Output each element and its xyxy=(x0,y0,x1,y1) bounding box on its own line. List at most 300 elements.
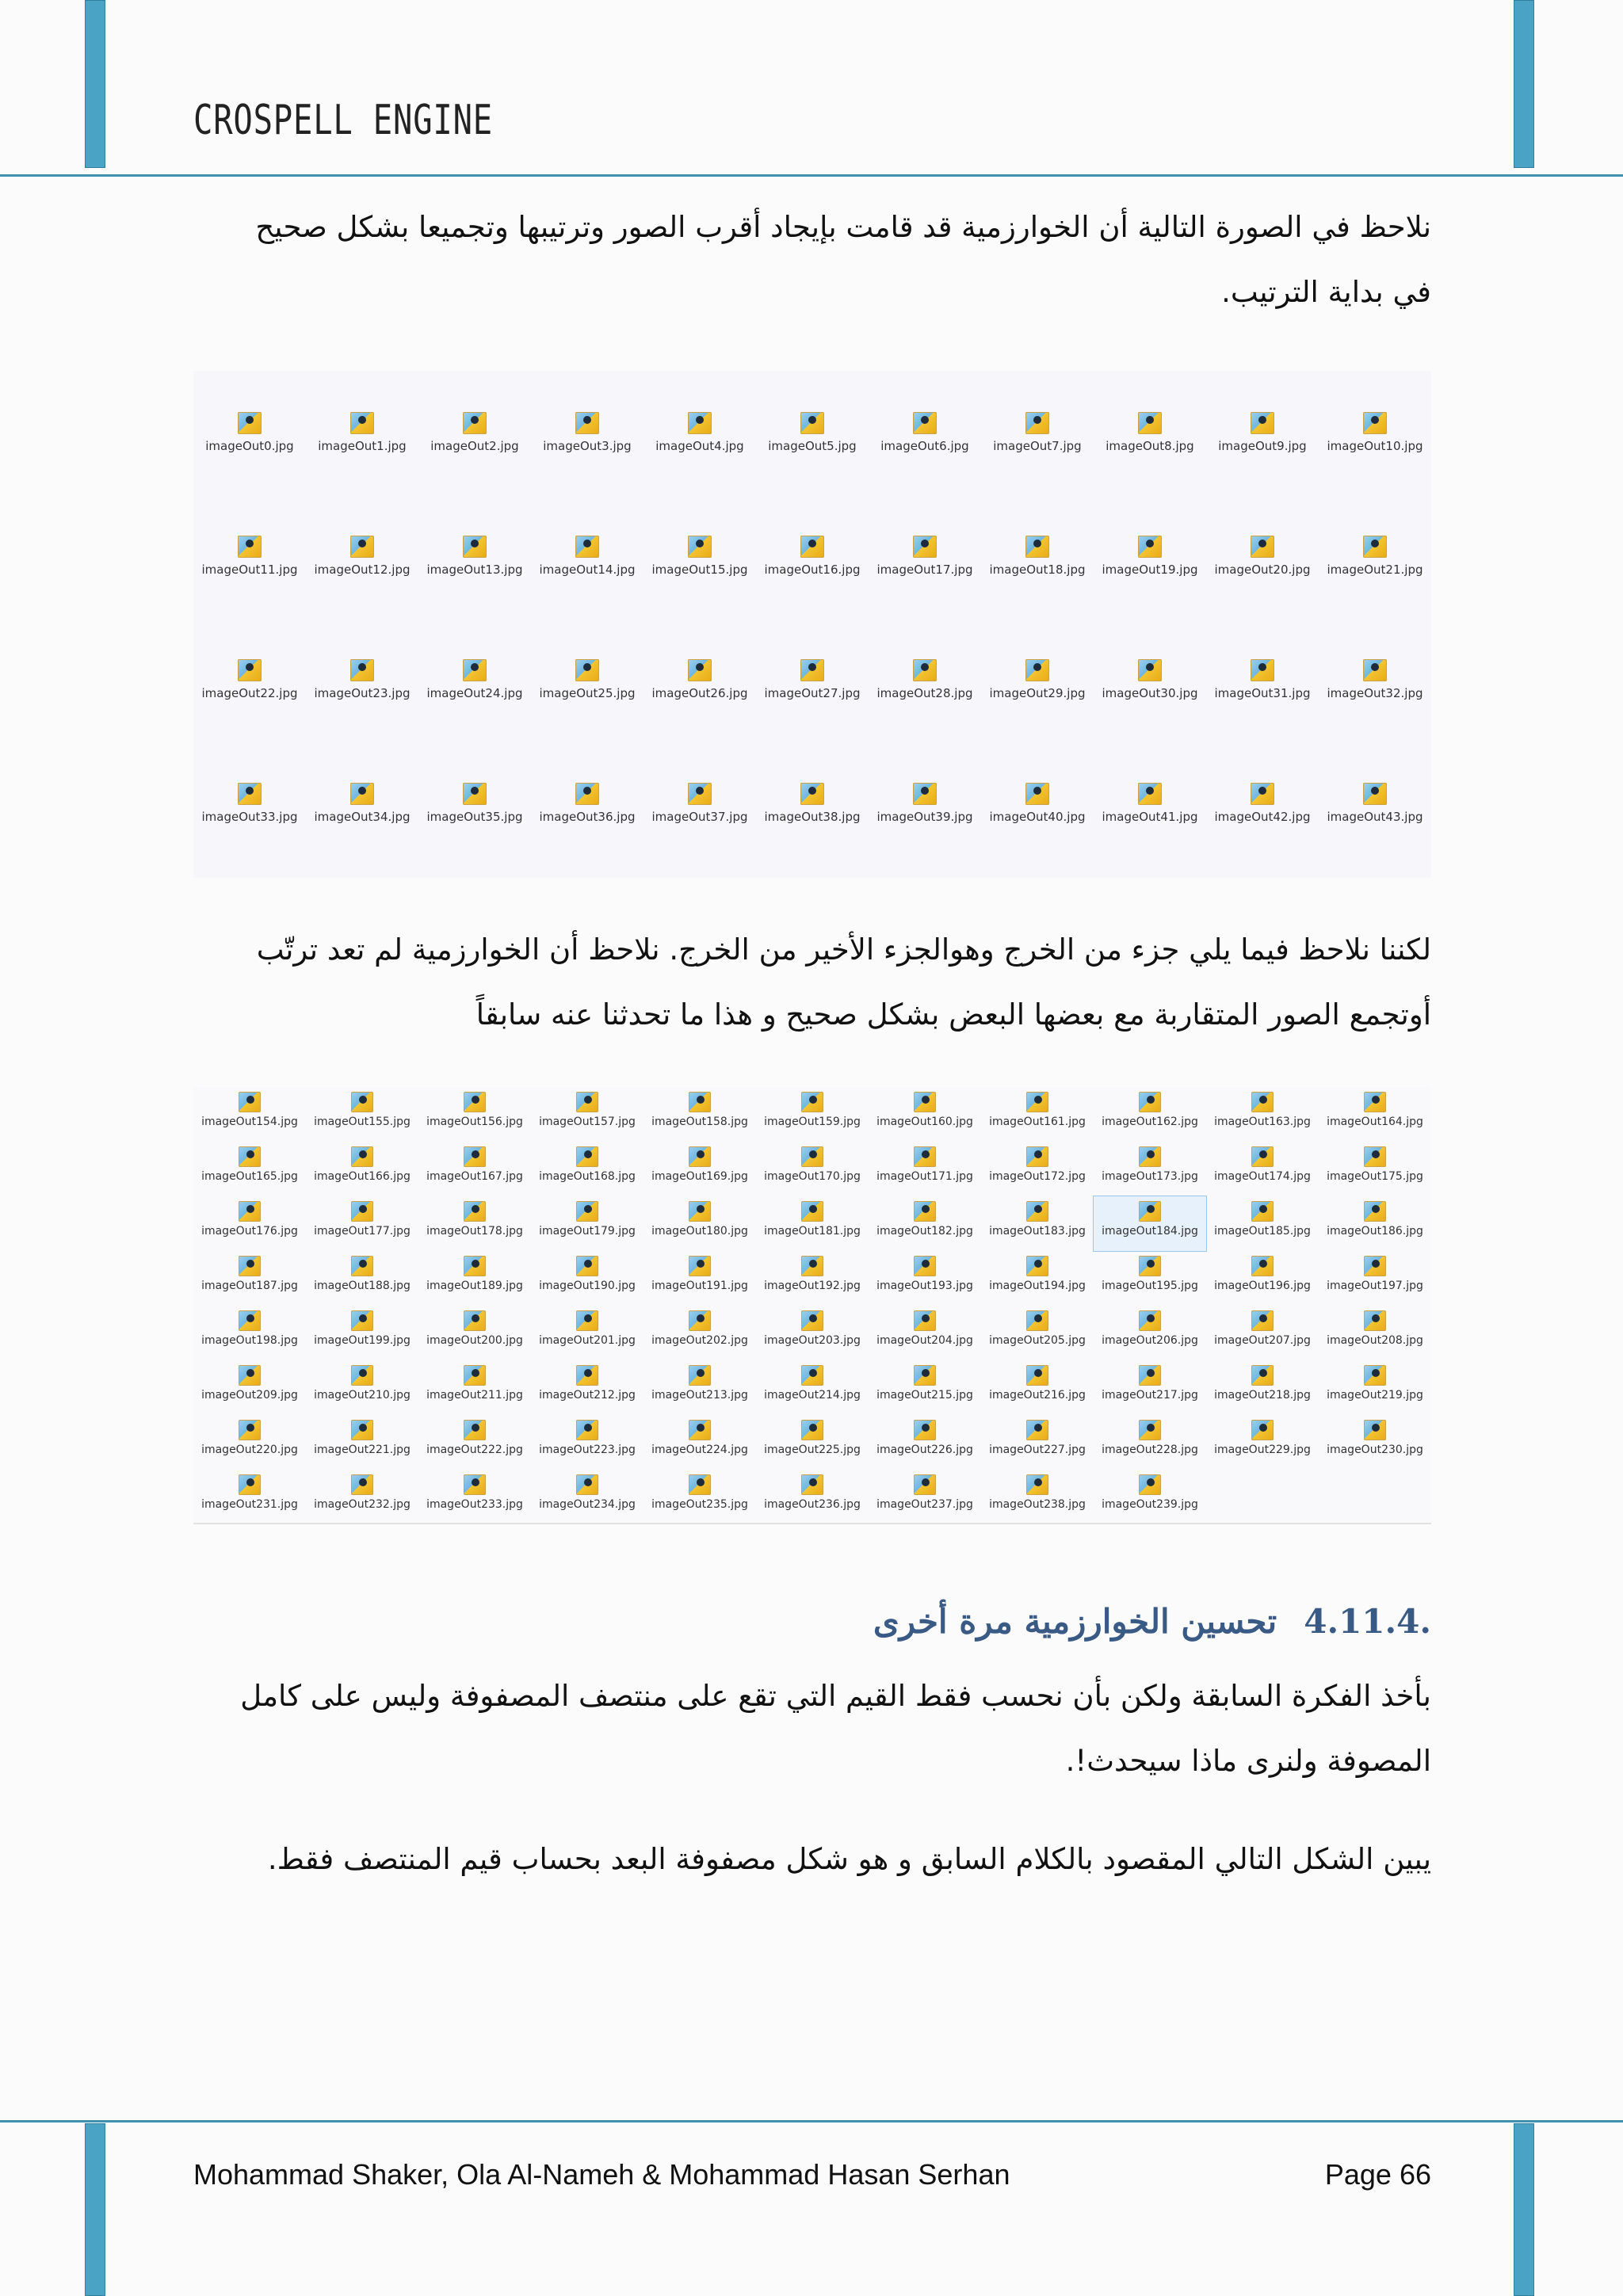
image-file-icon xyxy=(1363,412,1387,434)
file-name: imageOut2.jpg xyxy=(430,439,519,453)
image-file-icon xyxy=(575,783,599,805)
file-name: imageOut168.jpg xyxy=(539,1170,636,1183)
file-item[interactable] xyxy=(1206,494,1319,618)
file-item[interactable] xyxy=(1094,1251,1206,1306)
image-file-icon xyxy=(1363,783,1387,805)
image-file-icon xyxy=(576,1474,598,1495)
file-name: imageOut16.jpg xyxy=(764,563,861,577)
file-name: imageOut7.jpg xyxy=(993,439,1082,453)
image-file-icon xyxy=(1363,536,1387,558)
file-item[interactable] xyxy=(981,1415,1094,1470)
file-item[interactable] xyxy=(756,742,869,865)
intro-paragraph xyxy=(193,195,1431,325)
header-right-bar xyxy=(1514,0,1534,168)
file-item[interactable] xyxy=(193,1142,306,1196)
file-item[interactable] xyxy=(193,1360,306,1415)
file-name: imageOut185.jpg xyxy=(1214,1225,1311,1238)
file-item[interactable] xyxy=(1094,494,1206,618)
file-item[interactable] xyxy=(531,494,643,618)
file-item[interactable] xyxy=(1319,1087,1431,1142)
section-line-1: بأخذ الفكرة السابقة ولكن بأن نحسب فقط القيم التي تقع على منتصف المصفوفة وليس على كامل xyxy=(240,1679,1431,1713)
file-item[interactable] xyxy=(1206,1306,1319,1360)
image-file-icon xyxy=(350,783,374,805)
file-item[interactable] xyxy=(756,1415,869,1470)
image-file-icon xyxy=(1026,1146,1048,1167)
file-item[interactable] xyxy=(1094,1087,1206,1142)
file-name: imageOut196.jpg xyxy=(1214,1280,1311,1292)
image-file-icon xyxy=(1139,1310,1161,1331)
image-file-icon xyxy=(463,783,487,805)
image-file-icon xyxy=(800,412,824,434)
file-name: imageOut204.jpg xyxy=(876,1334,973,1347)
file-name: imageOut235.jpg xyxy=(651,1498,748,1511)
image-file-icon xyxy=(688,536,712,558)
image-file-icon xyxy=(238,412,262,434)
file-name: imageOut207.jpg xyxy=(1214,1334,1311,1347)
file-grid-2 xyxy=(193,1087,1431,1524)
footer-rule xyxy=(0,2120,1623,2122)
file-item[interactable] xyxy=(531,618,643,742)
file-item[interactable] xyxy=(193,618,306,742)
file-item[interactable] xyxy=(306,1196,418,1251)
image-file-icon xyxy=(1026,1365,1048,1386)
file-name: imageOut188.jpg xyxy=(314,1280,411,1292)
file-name: imageOut32.jpg xyxy=(1327,686,1423,700)
image-file-icon xyxy=(689,1474,711,1495)
image-file-icon xyxy=(1025,659,1049,681)
file-name: imageOut223.jpg xyxy=(539,1444,636,1456)
header-title: CROSPELL ENGINE xyxy=(193,97,493,144)
file-name: imageOut171.jpg xyxy=(876,1170,973,1183)
file-item[interactable] xyxy=(981,618,1094,742)
file-name: imageOut26.jpg xyxy=(651,686,748,700)
file-item[interactable] xyxy=(981,1306,1094,1360)
image-file-icon xyxy=(913,536,937,558)
file-item[interactable] xyxy=(981,494,1094,618)
file-name: imageOut21.jpg xyxy=(1327,563,1423,577)
file-item[interactable] xyxy=(981,1251,1094,1306)
file-name: imageOut201.jpg xyxy=(539,1334,636,1347)
file-name: imageOut220.jpg xyxy=(201,1444,298,1456)
image-file-icon xyxy=(350,412,374,434)
image-file-icon xyxy=(350,536,374,558)
image-file-icon xyxy=(238,783,262,805)
header-left-bar xyxy=(85,0,105,168)
image-file-icon xyxy=(801,1256,823,1276)
file-item[interactable] xyxy=(1319,742,1431,865)
file-name: imageOut180.jpg xyxy=(651,1225,748,1238)
file-item[interactable] xyxy=(1206,1196,1319,1251)
file-item[interactable] xyxy=(418,1251,531,1306)
file-name: imageOut215.jpg xyxy=(876,1389,973,1402)
file-name: imageOut4.jpg xyxy=(655,439,744,453)
file-name: imageOut172.jpg xyxy=(989,1170,1086,1183)
image-file-icon xyxy=(1026,1420,1048,1440)
file-item[interactable] xyxy=(531,371,643,494)
image-file-icon xyxy=(914,1201,936,1222)
file-item[interactable] xyxy=(756,1306,869,1360)
file-item[interactable] xyxy=(869,371,981,494)
image-file-icon xyxy=(1364,1420,1386,1440)
file-name: imageOut163.jpg xyxy=(1214,1116,1311,1128)
image-file-icon xyxy=(1364,1310,1386,1331)
image-file-icon xyxy=(1251,1365,1274,1386)
file-name: imageOut8.jpg xyxy=(1106,439,1194,453)
file-item[interactable] xyxy=(306,494,418,618)
file-item[interactable] xyxy=(869,1470,981,1524)
file-item[interactable] xyxy=(756,1196,869,1251)
image-file-icon xyxy=(463,536,487,558)
file-item[interactable] xyxy=(418,1415,531,1470)
file-item[interactable] xyxy=(643,1251,756,1306)
file-item[interactable] xyxy=(193,494,306,618)
image-file-icon xyxy=(914,1146,936,1167)
file-item[interactable] xyxy=(643,1196,756,1251)
image-file-icon xyxy=(464,1310,486,1331)
file-item[interactable] xyxy=(531,1415,643,1470)
file-item[interactable] xyxy=(1319,494,1431,618)
file-item[interactable] xyxy=(193,1470,306,1524)
file-name: imageOut236.jpg xyxy=(764,1498,861,1511)
file-item[interactable] xyxy=(1206,1360,1319,1415)
image-file-icon xyxy=(351,1146,373,1167)
file-name: imageOut3.jpg xyxy=(543,439,632,453)
file-item[interactable] xyxy=(531,1142,643,1196)
file-name: imageOut157.jpg xyxy=(539,1116,636,1128)
image-file-icon xyxy=(351,1474,373,1495)
file-name: imageOut179.jpg xyxy=(539,1225,636,1238)
image-file-icon xyxy=(1139,1474,1161,1495)
file-item[interactable] xyxy=(869,1360,981,1415)
image-file-icon xyxy=(238,536,262,558)
file-item[interactable] xyxy=(1094,371,1206,494)
file-item[interactable] xyxy=(193,1196,306,1251)
file-name: imageOut170.jpg xyxy=(764,1170,861,1183)
file-item[interactable] xyxy=(418,371,531,494)
file-name: imageOut177.jpg xyxy=(314,1225,411,1238)
file-item[interactable] xyxy=(869,1087,981,1142)
file-name: imageOut238.jpg xyxy=(989,1498,1086,1511)
file-item[interactable] xyxy=(981,1087,1094,1142)
file-item[interactable] xyxy=(869,1306,981,1360)
file-item[interactable] xyxy=(1319,1196,1431,1251)
file-name: imageOut182.jpg xyxy=(876,1225,973,1238)
file-item[interactable] xyxy=(643,1306,756,1360)
image-file-icon xyxy=(1251,1201,1274,1222)
section-heading xyxy=(193,1602,1431,1641)
file-item[interactable] xyxy=(418,1087,531,1142)
file-name: imageOut154.jpg xyxy=(201,1116,298,1128)
file-name: imageOut42.jpg xyxy=(1214,810,1311,824)
file-item[interactable] xyxy=(869,618,981,742)
file-item[interactable] xyxy=(1206,618,1319,742)
file-name: imageOut11.jpg xyxy=(201,563,298,577)
file-item[interactable] xyxy=(756,618,869,742)
image-file-icon xyxy=(801,1474,823,1495)
file-item[interactable] xyxy=(193,742,306,865)
file-name: imageOut10.jpg xyxy=(1327,439,1423,453)
file-item[interactable] xyxy=(981,1470,1094,1524)
file-name: imageOut225.jpg xyxy=(764,1444,861,1456)
file-item[interactable] xyxy=(418,1196,531,1251)
file-item[interactable] xyxy=(1319,371,1431,494)
file-item[interactable] xyxy=(306,1360,418,1415)
file-item[interactable] xyxy=(643,1087,756,1142)
file-item[interactable] xyxy=(981,742,1094,865)
file-item[interactable] xyxy=(1206,1415,1319,1470)
file-name: imageOut221.jpg xyxy=(314,1444,411,1456)
file-name: imageOut197.jpg xyxy=(1327,1280,1423,1292)
file-name: imageOut9.jpg xyxy=(1218,439,1307,453)
image-file-icon xyxy=(238,659,262,681)
image-file-icon xyxy=(350,659,374,681)
file-item[interactable] xyxy=(1094,1142,1206,1196)
closing-line: يبين الشكل التالي المقصود بالكلام السابق و هو شكل مصفوفة البعد بحساب قيم المنتصف فقط. xyxy=(267,1842,1431,1876)
file-name: imageOut155.jpg xyxy=(314,1116,411,1128)
image-file-icon xyxy=(914,1474,936,1495)
image-file-icon xyxy=(800,659,824,681)
file-item[interactable] xyxy=(531,1087,643,1142)
image-file-icon xyxy=(1364,1256,1386,1276)
file-item[interactable] xyxy=(756,1360,869,1415)
file-item[interactable] xyxy=(418,1142,531,1196)
file-item[interactable] xyxy=(756,494,869,618)
image-file-icon xyxy=(239,1420,261,1440)
image-file-icon xyxy=(576,1092,598,1112)
image-file-icon xyxy=(688,659,712,681)
file-item[interactable] xyxy=(643,494,756,618)
file-item[interactable] xyxy=(1206,1142,1319,1196)
image-file-icon xyxy=(913,659,937,681)
file-item[interactable] xyxy=(981,1196,1094,1251)
file-name: imageOut18.jpg xyxy=(989,563,1086,577)
file-item[interactable] xyxy=(869,742,981,865)
file-item[interactable] xyxy=(531,1470,643,1524)
file-item[interactable] xyxy=(1094,742,1206,865)
file-item[interactable] xyxy=(1094,618,1206,742)
file-item[interactable] xyxy=(1319,618,1431,742)
image-file-icon xyxy=(576,1365,598,1386)
file-item[interactable] xyxy=(306,1142,418,1196)
image-file-icon xyxy=(801,1420,823,1440)
closing-paragraph xyxy=(193,1827,1431,1892)
file-item[interactable] xyxy=(643,1415,756,1470)
image-file-icon xyxy=(689,1092,711,1112)
image-file-icon xyxy=(800,783,824,805)
image-file-icon xyxy=(239,1310,261,1331)
file-name: imageOut156.jpg xyxy=(426,1116,523,1128)
file-item[interactable] xyxy=(756,1251,869,1306)
file-item[interactable] xyxy=(531,1196,643,1251)
file-name: imageOut200.jpg xyxy=(426,1334,523,1347)
file-item[interactable] xyxy=(869,1415,981,1470)
file-name: imageOut158.jpg xyxy=(651,1116,748,1128)
file-item[interactable] xyxy=(306,1415,418,1470)
image-file-icon xyxy=(351,1256,373,1276)
image-file-icon xyxy=(576,1256,598,1276)
file-item[interactable] xyxy=(1206,742,1319,865)
image-file-icon xyxy=(576,1420,598,1440)
file-item[interactable] xyxy=(1206,1251,1319,1306)
file-name: imageOut167.jpg xyxy=(426,1170,523,1183)
image-file-icon xyxy=(1138,536,1162,558)
section-paragraph xyxy=(193,1664,1431,1794)
file-name: imageOut0.jpg xyxy=(205,439,294,453)
file-name: imageOut187.jpg xyxy=(201,1280,298,1292)
image-file-icon xyxy=(1139,1146,1161,1167)
image-file-icon xyxy=(801,1201,823,1222)
file-item[interactable] xyxy=(193,371,306,494)
image-file-icon xyxy=(913,412,937,434)
image-file-icon xyxy=(1139,1201,1161,1222)
image-file-icon xyxy=(464,1256,486,1276)
file-item[interactable] xyxy=(306,1087,418,1142)
file-item[interactable] xyxy=(1319,1251,1431,1306)
file-item[interactable] xyxy=(306,742,418,865)
file-name: imageOut178.jpg xyxy=(426,1225,523,1238)
file-item[interactable] xyxy=(643,1360,756,1415)
file-item[interactable] xyxy=(869,494,981,618)
image-file-icon xyxy=(1138,412,1162,434)
image-file-icon xyxy=(1138,783,1162,805)
file-item[interactable] xyxy=(869,1142,981,1196)
file-name: imageOut233.jpg xyxy=(426,1498,523,1511)
file-name: imageOut205.jpg xyxy=(989,1334,1086,1347)
file-name: imageOut30.jpg xyxy=(1102,686,1198,700)
file-item[interactable] xyxy=(643,742,756,865)
file-item[interactable] xyxy=(418,742,531,865)
file-item[interactable] xyxy=(756,371,869,494)
image-file-icon xyxy=(576,1201,598,1222)
file-name: imageOut213.jpg xyxy=(651,1389,748,1402)
image-file-icon xyxy=(1364,1365,1386,1386)
file-item[interactable] xyxy=(981,1360,1094,1415)
file-item[interactable] xyxy=(1319,1142,1431,1196)
file-item[interactable] xyxy=(643,371,756,494)
file-item[interactable] xyxy=(193,1415,306,1470)
file-item[interactable] xyxy=(869,1196,981,1251)
file-item[interactable] xyxy=(1319,1360,1431,1415)
file-name: imageOut36.jpg xyxy=(539,810,636,824)
image-file-icon xyxy=(801,1146,823,1167)
image-file-icon xyxy=(1364,1092,1386,1112)
file-item[interactable] xyxy=(1094,1415,1206,1470)
file-item[interactable] xyxy=(756,1142,869,1196)
file-name: imageOut224.jpg xyxy=(651,1444,748,1456)
file-item[interactable] xyxy=(418,618,531,742)
file-name: imageOut219.jpg xyxy=(1327,1389,1423,1402)
file-item[interactable] xyxy=(531,1306,643,1360)
file-name: imageOut192.jpg xyxy=(764,1280,861,1292)
file-item[interactable] xyxy=(1094,1196,1206,1251)
file-item[interactable] xyxy=(306,618,418,742)
image-file-icon xyxy=(914,1365,936,1386)
file-item[interactable] xyxy=(418,1470,531,1524)
file-item[interactable] xyxy=(193,1306,306,1360)
image-file-icon xyxy=(689,1201,711,1222)
image-file-icon xyxy=(1026,1201,1048,1222)
file-item[interactable] xyxy=(1319,1415,1431,1470)
file-item[interactable] xyxy=(1206,1087,1319,1142)
image-file-icon xyxy=(1251,1420,1274,1440)
image-file-icon xyxy=(1139,1256,1161,1276)
file-item[interactable] xyxy=(418,494,531,618)
file-name: imageOut40.jpg xyxy=(989,810,1086,824)
image-file-icon xyxy=(575,659,599,681)
file-item[interactable] xyxy=(1319,1306,1431,1360)
file-name: imageOut39.jpg xyxy=(876,810,973,824)
image-file-icon xyxy=(801,1365,823,1386)
image-file-icon xyxy=(689,1365,711,1386)
file-item[interactable] xyxy=(981,371,1094,494)
file-item[interactable] xyxy=(643,618,756,742)
file-item[interactable] xyxy=(418,1360,531,1415)
image-file-icon xyxy=(1251,1092,1274,1112)
image-file-icon xyxy=(1026,1474,1048,1495)
image-file-icon xyxy=(689,1146,711,1167)
file-item[interactable] xyxy=(193,1251,306,1306)
file-item[interactable] xyxy=(531,1360,643,1415)
file-name: imageOut20.jpg xyxy=(1214,563,1311,577)
file-item[interactable] xyxy=(1094,1360,1206,1415)
file-item[interactable] xyxy=(981,1142,1094,1196)
file-name: imageOut206.jpg xyxy=(1102,1334,1198,1347)
file-item[interactable] xyxy=(306,1470,418,1524)
image-file-icon xyxy=(351,1201,373,1222)
file-name: imageOut14.jpg xyxy=(539,563,636,577)
file-item[interactable] xyxy=(1094,1470,1206,1524)
file-name: imageOut216.jpg xyxy=(989,1389,1086,1402)
file-name: imageOut229.jpg xyxy=(1214,1444,1311,1456)
image-file-icon xyxy=(1251,1310,1274,1331)
image-file-icon xyxy=(1138,659,1162,681)
image-file-icon xyxy=(576,1310,598,1331)
file-item[interactable] xyxy=(531,742,643,865)
file-item[interactable] xyxy=(306,1251,418,1306)
file-item[interactable] xyxy=(643,1470,756,1524)
file-item[interactable] xyxy=(756,1087,869,1142)
file-name: imageOut31.jpg xyxy=(1214,686,1311,700)
file-name: imageOut34.jpg xyxy=(314,810,411,824)
file-name: imageOut6.jpg xyxy=(880,439,969,453)
file-name: imageOut193.jpg xyxy=(876,1280,973,1292)
file-name: imageOut199.jpg xyxy=(314,1334,411,1347)
file-name: imageOut189.jpg xyxy=(426,1280,523,1292)
file-item[interactable] xyxy=(531,1251,643,1306)
image-file-icon xyxy=(351,1092,373,1112)
image-file-icon xyxy=(464,1474,486,1495)
file-item[interactable] xyxy=(1206,371,1319,494)
image-file-icon xyxy=(351,1365,373,1386)
image-file-icon xyxy=(239,1474,261,1495)
image-file-icon xyxy=(1025,536,1049,558)
file-item[interactable] xyxy=(193,1087,306,1142)
file-item[interactable] xyxy=(1094,1306,1206,1360)
file-name: imageOut228.jpg xyxy=(1102,1444,1198,1456)
file-item[interactable] xyxy=(869,1251,981,1306)
file-item[interactable] xyxy=(306,1306,418,1360)
file-item[interactable] xyxy=(418,1306,531,1360)
file-name: imageOut239.jpg xyxy=(1102,1498,1198,1511)
file-item[interactable] xyxy=(756,1470,869,1524)
file-name: imageOut184.jpg xyxy=(1102,1225,1198,1238)
file-name: imageOut214.jpg xyxy=(764,1389,861,1402)
file-item[interactable] xyxy=(643,1142,756,1196)
file-name: imageOut212.jpg xyxy=(539,1389,636,1402)
image-file-icon xyxy=(575,412,599,434)
page-number: Page 66 xyxy=(1324,2158,1431,2191)
file-item[interactable] xyxy=(306,371,418,494)
